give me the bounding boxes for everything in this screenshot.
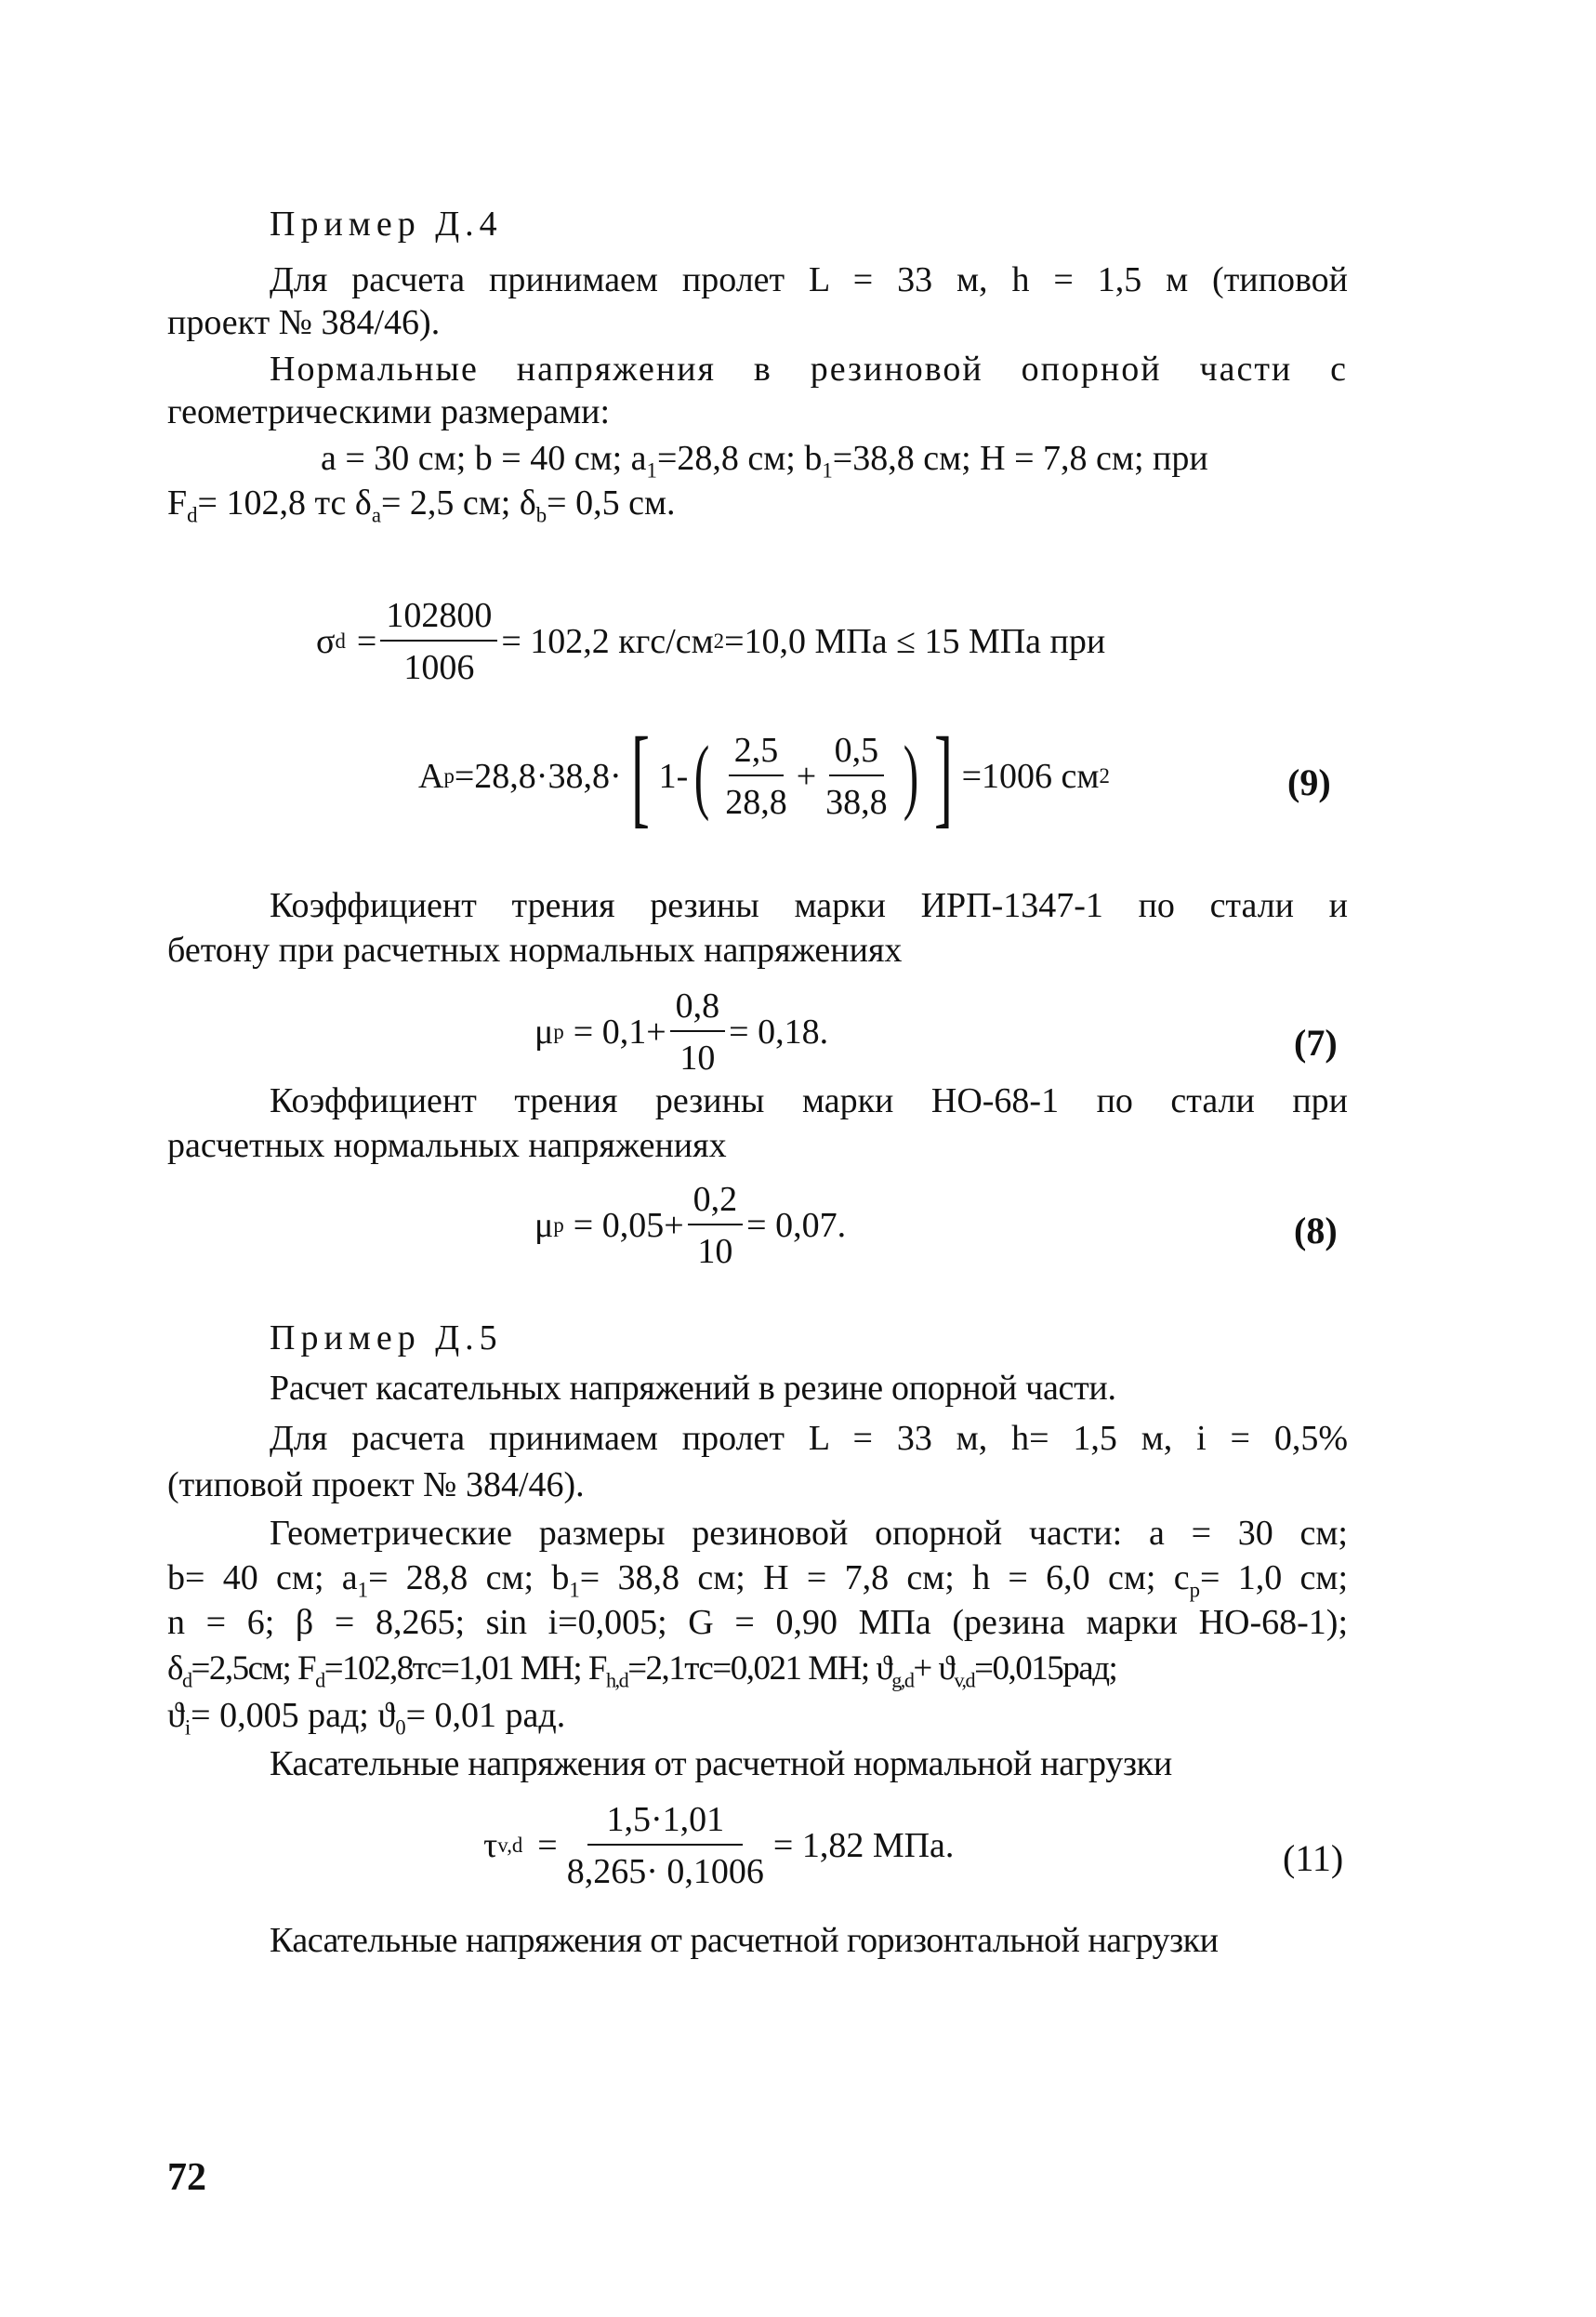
fraction-0-8: $\frac{0,8}{10}$	[670, 986, 726, 1079]
paragraph-line: Расчет касательных напряжений в резине опорной части.	[270, 1369, 1116, 1408]
parameters-line: n = 6; β = 8,265; sin i=0,005; G = 0,90 МПа (резина марки НО-68-1);	[167, 1603, 1348, 1642]
fraction-0-2: $\frac{0,2}{10}$	[688, 1179, 744, 1272]
paragraph-line: геометрическими размерами:	[167, 392, 611, 431]
mu-equation-7: μ p = 0,1+ $\frac{0,8}{10}$ = 0,18.	[534, 986, 829, 1078]
dimensions-line: b= 40 см; $a_1= 28,8$ см; $b_1= 38,8$ см; H = 7,8 см; h = 6,0 см; $c_p= 1,0$ см;	[167, 1558, 1348, 1602]
tau-fraction: $\frac{1,5\cdot 1,01}{8,265\cdot 0,1006}$	[566, 1800, 764, 1891]
dimensions-line: а = 30 см; b = 40 см; $a_1=28,8$ см; $b_1=38,8$ см; H = 7,8 см; при	[321, 439, 1208, 483]
example-d5-heading: Пример Д.5	[270, 1318, 503, 1357]
equation-number-8: (8)	[1294, 1210, 1338, 1251]
equation-number-7: (7)	[1294, 1022, 1338, 1064]
paragraph-line: Касательные напряжения от расчетной горизонтальной нагрузки	[270, 1921, 1219, 1960]
mu-equation-8: μ p = 0,05+ $\frac{0,2}{10}$ = 0,07.	[534, 1180, 847, 1271]
example-d4-heading: Пример Д.4	[270, 205, 503, 244]
paragraph-line: Геометрические размеры резиновой опорной части: a = 30 см;	[270, 1514, 1348, 1553]
tau-equation: τ v,d = $\frac{1,5\cdot 1,01}{8,265\cdot 0,1006}$ = 1,82 МПа.	[483, 1800, 955, 1891]
paragraph-line: Коэффициент трения резины марки НО-68-1 по стали при	[270, 1081, 1348, 1120]
sigma-fraction: $\frac{102800}{1006}$	[380, 595, 497, 688]
fraction-0-5: $\frac{0,5}{38,8}$	[825, 731, 888, 822]
paragraph-line: (типовой проект № 384/46).	[167, 1465, 585, 1504]
paragraph-line: Для расчета принимаем пролет L = 33 м, h = 1,5 м (типовой	[270, 260, 1348, 299]
paragraph-line: Касательные напряжения от расчетной нормальной нагрузки	[270, 1744, 1172, 1783]
fraction-2-5: $\frac{2,5}{28,8}$	[725, 731, 787, 822]
load-line: $F_d= 102,8$ тс $\delta_a= 2,5$ см; $\delta_b= 0,5$ см.	[167, 483, 676, 527]
sigma-equation: σ d = $\frac{102800}{1006}$ = 102,2 кгс/см 2 =10,0 МПа ≤ 15 МПа при	[316, 596, 1106, 687]
paragraph-line: расчетных нормальных напряжениях	[167, 1126, 727, 1165]
equation-number-11: (11)	[1283, 1837, 1344, 1879]
paragraph-line: Нормальные напряжения в резиновой опорной части с	[270, 350, 1348, 389]
area-equation: A p =28,8·38,8· [ 1- ( $\frac{2,5}{28,8}$ + $\frac{0,5}{38,8}$ ) ] =1006 см 2	[418, 714, 1110, 838]
equation-number-9: (9)	[1287, 761, 1331, 803]
paragraph-line: Коэффициент трения резины марки ИРП-1347-1 по стали и	[270, 886, 1348, 925]
paragraph-line: Для расчета принимаем пролет L = 33 м, h= 1,5 м, i = 0,5%	[270, 1419, 1348, 1458]
page-number: 72	[167, 2156, 206, 2199]
angles-line: $ϑ_i= 0,005$ рад; $ϑ_0= 0,01$ рад.	[167, 1696, 566, 1740]
paragraph-line: проект № 384/46).	[167, 303, 441, 342]
paragraph-line: бетону при расчетных нормальных напряжениях	[167, 931, 903, 970]
loads-line: $\delta_d=2,5см$; $F_d=102,8тс=1,01$ МН; $F_{h,d}=2,1тс=0,021$ МН; $ϑ_{g,d}+ ϑ_{v,d}=0,015рад$;	[167, 1649, 1117, 1692]
